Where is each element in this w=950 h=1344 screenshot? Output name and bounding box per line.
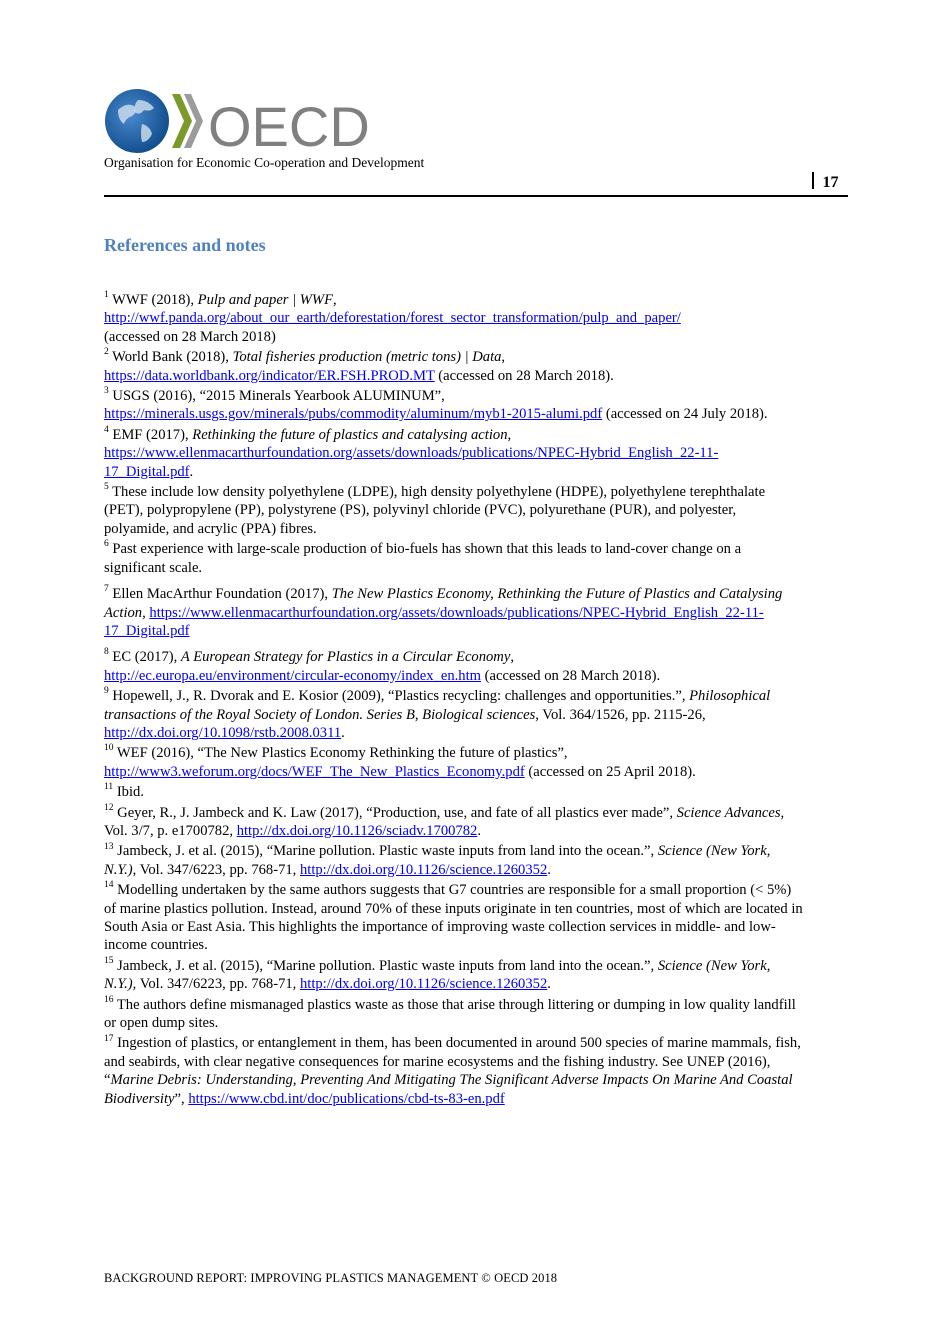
footnote-link[interactable]: http://www3.weforum.org/docs/WEF_The_New_Plastics_Economy.pdf <box>104 763 525 780</box>
footnote-1 <box>104 291 804 346</box>
footnote-number: 12 <box>104 802 114 813</box>
footnote-link[interactable]: http://dx.doi.org/10.1126/science.1260352 <box>299 861 548 878</box>
notes-list <box>104 291 804 1110</box>
footnote-text: World Bank (2018), <box>112 349 233 366</box>
footnote-title: Total fisheries production (metric tons) | Data <box>232 349 502 366</box>
section-title: References and notes <box>104 235 266 255</box>
footnote-text: Geyer, R., J. Jambeck and K. Law (2017), “Production, use, and fate of all plastics ever made”, <box>117 804 677 821</box>
footnote-9 <box>104 687 804 742</box>
footnote-number: 2 <box>104 347 109 358</box>
footnote-text: WEF (2016), “The New Plastics Economy Rethinking the future of plastics”, <box>116 745 568 762</box>
footnote-number: 9 <box>104 686 109 697</box>
footnote-text: The authors define mismanaged plastics waste as those that arise through littering or dumping in low quality landfill or open dump sites. <box>104 996 796 1032</box>
footnote-title: Marine Debris: Understanding, Preventing And Mitigating The Significant Adverse Impacts On Marine And Coastal Biodiversity <box>104 1072 793 1107</box>
footnote-link[interactable]: https://www.cbd.int/doc/publications/cbd-ts-83-en.pdf <box>188 1090 505 1107</box>
footnote-text: Ingestion of plastics, or entanglement in them, has been documented in around 500 species of marine mammals, fish, and seabirds, with clear negative consequences for marine ecosystems and the fishing industry. See UNEP (2016), “ <box>104 1035 801 1089</box>
footnote-8 <box>104 648 804 685</box>
footnote-number: 10 <box>104 743 114 754</box>
footnote-number: 3 <box>104 386 109 397</box>
page-number-text: 17 <box>822 174 839 191</box>
footnote-text: Jambeck, J. et al. (2015), “Marine pollution. Plastic waste inputs from land into the ocean.”, <box>117 843 658 860</box>
footnote-text: Ellen MacArthur Foundation (2017), <box>112 586 332 603</box>
organisation-name: Organisation for Economic Co-operation and Development <box>104 155 425 170</box>
footnote-link[interactable]: http://wwf.panda.org/about_our_earth/deforestation/forest_sector_transformation/pulp_and_paper/ <box>104 310 681 327</box>
footnote-number: 15 <box>104 955 114 966</box>
footnote-text: . <box>341 724 345 741</box>
footnote-text: Modelling undertaken by the same authors suggests that G7 countries are responsible for a small proportion (< 5%) of marine plastics pollution. Instead, around 70% of these inputs originate in ten countries, most of which are located in South Asia or East Asia. This highlights the importance of improving waste collection services in middle- and low-income countries. <box>104 882 803 954</box>
footnote-3 <box>104 387 804 424</box>
footnote-text: , Vol. 347/6223, pp. 768-71, <box>132 976 300 993</box>
footnote-number: 14 <box>104 880 114 891</box>
footnote-text: (accessed on 28 March 2018) <box>104 328 276 345</box>
footnote-16 <box>104 996 804 1033</box>
footnote-title: Philosophical transactions of the Royal Society of London. Series B, Biological sciences <box>104 688 771 723</box>
footnote-number: 17 <box>104 1033 114 1044</box>
footnote-text: , <box>501 349 506 366</box>
footnote-text: EC (2017), <box>112 649 181 666</box>
footnote-number: 8 <box>104 647 109 658</box>
footnote-link[interactable]: http://dx.doi.org/10.1098/rstb.2008.0311 <box>104 724 342 741</box>
footnote-14 <box>104 881 804 955</box>
header-rule <box>104 195 848 197</box>
footnote-4 <box>104 426 804 481</box>
footnote-text: (accessed on 25 April 2018). <box>524 763 696 780</box>
footnote-number: 4 <box>104 424 109 435</box>
footnote-link[interactable]: https://data.worldbank.org/indicator/ER.FSH.PROD.MT <box>104 367 435 384</box>
footnote-text: , <box>510 649 514 666</box>
footnote-12 <box>104 804 804 841</box>
footnote-6 <box>104 540 804 577</box>
footnote-title: Rethinking the future of plastics and catalysing action <box>192 426 508 443</box>
footnote-title: Science (New York, N.Y.) <box>104 957 771 993</box>
footnote-title: Pulp and paper | WWF <box>197 292 334 308</box>
footnote-text: (accessed on 24 July 2018). <box>602 406 768 423</box>
footnote-15 <box>104 957 804 994</box>
footnote-number: 11 <box>104 782 114 793</box>
footnote-link[interactable]: https://www.ellenmacarthurfoundation.org/assets/downloads/publications/NPEC-Hybrid_English_22-11-17_Digital.pdf <box>104 604 764 639</box>
footnote-5 <box>104 483 804 538</box>
footnote-11 <box>104 783 804 801</box>
footnote-number: 1 <box>104 290 109 301</box>
oecd-logo <box>104 88 374 154</box>
footnote-text: , Vol. 3/7, p. e1700782, <box>104 804 785 839</box>
footnote-link[interactable]: http://ec.europa.eu/environment/circular-economy/index_en.htm <box>104 667 481 684</box>
footnote-7 <box>104 585 804 640</box>
footnote-text: , <box>507 426 512 443</box>
footnote-link[interactable]: http://dx.doi.org/10.1126/sciadv.1700782 <box>236 822 478 839</box>
footnote-text: . <box>547 861 551 878</box>
footnote-text: . <box>477 822 482 839</box>
footnote-number: 13 <box>104 841 114 852</box>
footnote-text: WWF (2018), <box>112 292 198 308</box>
footnote-text: USGS (2016), “2015 Minerals Yearbook ALUMINUM”, <box>112 388 445 405</box>
footnote-text: , <box>333 292 337 308</box>
footnote-number: 5 <box>104 482 109 493</box>
page-number <box>812 172 839 192</box>
footnote-number: 16 <box>104 994 114 1005</box>
footnote-title: A European Strategy for Plastics in a Circular Economy <box>180 649 511 666</box>
footnote-13 <box>104 842 804 879</box>
footnote-text: EMF (2017), <box>112 426 193 443</box>
globe-icon <box>105 89 169 153</box>
footer: BACKGROUND REPORT: IMPROVING PLASTICS MANAGEMENT © OECD 2018 <box>104 1271 558 1285</box>
footnote-text: Ibid. <box>116 784 144 801</box>
footnote-link[interactable]: http://dx.doi.org/10.1126/science.1260352 <box>299 976 548 993</box>
footnote-text: (accessed on 28 March 2018). <box>434 367 614 384</box>
footnote-link[interactable]: https://www.ellenmacarthurfoundation.org/assets/downloads/publications/NPEC-Hybrid_English_22-11-17_Digital.pdf <box>104 445 719 480</box>
footnote-text: ”, <box>174 1090 189 1107</box>
footnote-number: 6 <box>104 539 109 550</box>
footnote-text: , Vol. 364/1526, pp. 2115-26, <box>535 706 706 723</box>
footnote-number: 7 <box>104 584 109 595</box>
footnote-17 <box>104 1034 804 1108</box>
footnote-text: These include low density polyethylene (LDPE), high density polyethylene (HDPE), polyethylene terephthalate (PET), polypropylene (PP), polystyrene (PS), polyvinyl chloride (PVC), polyurethane (PUR), and polyester, polyamide, and acrylic (PPA) fibres. <box>104 484 766 537</box>
footnote-10 <box>104 744 804 781</box>
footnote-2 <box>104 348 804 385</box>
footnote-text: Past experience with large-scale production of bio-fuels has shown that this leads to land-cover change on a significant scale. <box>104 541 742 576</box>
footnote-text: . <box>189 463 194 480</box>
footnote-title: Science (New York, N.Y.) <box>104 843 771 878</box>
footnote-text: . <box>547 976 551 993</box>
logo-wordmark: OECD <box>208 95 370 154</box>
footnote-title: Science Advances <box>676 804 781 821</box>
footnote-link[interactable]: https://minerals.usgs.gov/minerals/pubs/commodity/aluminum/myb1-2015-alumi.pdf <box>104 406 603 423</box>
page-number-bar <box>812 172 814 189</box>
footnote-text: Hopewell, J., R. Dvorak and E. Kosior (2009), “Plastics recycling: challenges and opportunities.”, <box>112 688 690 705</box>
footnote-text: , Vol. 347/6223, pp. 768-71, <box>132 861 300 878</box>
footnote-text: Jambeck, J. et al. (2015), “Marine pollution. Plastic waste inputs from land into the ocean.”, <box>117 957 658 974</box>
footnote-title: The New Plastics Economy, Rethinking the Future of Plastics and Catalysing Action, <box>104 586 783 621</box>
footnote-text: (accessed on 28 March 2018). <box>481 667 661 684</box>
